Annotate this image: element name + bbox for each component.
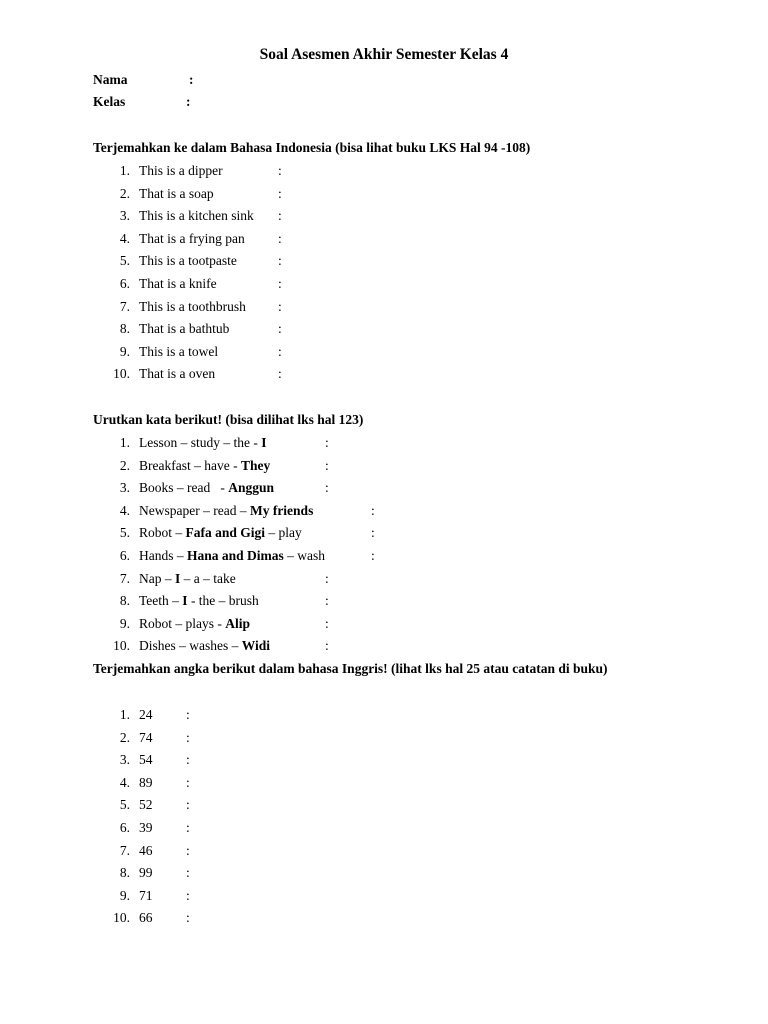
- answer-colon[interactable]: :: [278, 185, 282, 201]
- list-item: [0, 274, 768, 294]
- nama-field[interactable]: [93, 70, 194, 90]
- item-number: 2.: [119, 729, 130, 745]
- list-item: [0, 886, 768, 906]
- item-text: [139, 636, 270, 656]
- answer-colon[interactable]: :: [278, 208, 282, 224]
- list-item: [0, 773, 768, 793]
- item-text: 89: [139, 774, 153, 790]
- item-subject: Alip: [225, 615, 251, 631]
- item-text: [139, 569, 236, 589]
- item-text: [139, 501, 313, 521]
- item-number: 8.: [119, 593, 130, 609]
- item-text: [139, 523, 302, 543]
- item-subject: I: [261, 435, 267, 450]
- item-text: This is a towel: [139, 343, 219, 359]
- list-item: [0, 251, 768, 271]
- item-text: [139, 433, 267, 453]
- list-item: [0, 342, 768, 362]
- answer-colon[interactable]: :: [325, 480, 329, 496]
- list-item: [0, 591, 768, 611]
- list-item: [0, 614, 768, 634]
- item-text: [139, 456, 270, 476]
- list-item: [0, 818, 768, 838]
- item-number: 9.: [119, 343, 130, 359]
- item-subject: Widi: [241, 638, 271, 654]
- item-number: 9.: [119, 887, 130, 903]
- item-text: 39: [139, 820, 153, 835]
- list-item: [0, 478, 768, 498]
- item-words: Newspaper – read –: [139, 502, 250, 518]
- item-words: Lesson – study – the -: [139, 435, 262, 450]
- answer-colon[interactable]: :: [186, 752, 190, 768]
- item-number: 2.: [119, 185, 130, 201]
- item-text: That is a soap: [139, 185, 214, 201]
- item-text: That is a bathtub: [139, 321, 230, 337]
- item-number: 9.: [119, 615, 130, 631]
- list-item: [0, 319, 768, 339]
- item-text: [139, 591, 259, 611]
- answer-colon[interactable]: :: [371, 525, 375, 541]
- item-number: 1.: [119, 163, 130, 178]
- list-item: [0, 456, 768, 476]
- item-words: Robot – plays -: [139, 615, 226, 631]
- item-text: 46: [139, 842, 153, 858]
- item-number: 5.: [119, 797, 130, 813]
- list-item: [0, 863, 768, 883]
- list-item: [0, 569, 768, 589]
- item-text: 52: [139, 797, 153, 813]
- item-text: That is a knife: [139, 276, 217, 291]
- answer-colon[interactable]: :: [371, 548, 375, 563]
- item-words: Teeth –: [139, 593, 183, 609]
- kelas-label: Kelas: [93, 94, 126, 109]
- item-number: 2.: [119, 457, 130, 473]
- section3-heading: Terjemahkan angka berikut dalam bahasa Inggris! (lihat lks hal 25 atau catatan di buku): [93, 661, 608, 676]
- answer-colon[interactable]: :: [325, 615, 329, 631]
- list-item: [0, 795, 768, 815]
- kelas-colon: :: [186, 94, 191, 109]
- item-words: Robot –: [139, 525, 186, 541]
- list-item: [0, 501, 768, 521]
- item-text: That is a frying pan: [139, 230, 245, 246]
- page-title: Soal Asesmen Akhir Semester Kelas 4: [259, 46, 509, 63]
- item-words: Books – read -: [139, 480, 229, 496]
- item-text: That is a oven: [139, 366, 216, 382]
- list-item: [0, 728, 768, 748]
- list-item: [0, 636, 768, 656]
- list-item: [0, 841, 768, 861]
- answer-colon[interactable]: :: [325, 435, 329, 450]
- item-text: [139, 614, 250, 634]
- list-item: [0, 908, 768, 928]
- item-number: 10.: [113, 638, 130, 654]
- answer-colon[interactable]: :: [186, 707, 190, 722]
- item-subject: My friends: [249, 502, 314, 518]
- answer-colon[interactable]: :: [325, 457, 329, 473]
- list-item: [0, 523, 768, 543]
- answer-colon[interactable]: :: [325, 593, 329, 609]
- item-subject: Anggun: [228, 480, 275, 496]
- answer-colon[interactable]: :: [278, 366, 282, 382]
- list-item: [0, 546, 768, 566]
- answer-colon[interactable]: :: [278, 276, 282, 291]
- item-number: 3.: [119, 752, 130, 768]
- list-item: [0, 705, 768, 725]
- item-text: This is a kitchen sink: [139, 208, 254, 224]
- item-text: This is a toothbrush: [139, 298, 246, 314]
- list-item: [0, 297, 768, 317]
- item-number: 4.: [119, 774, 130, 790]
- list-item: [0, 364, 768, 384]
- list-item: [0, 750, 768, 770]
- nama-colon: :: [189, 72, 194, 87]
- answer-colon[interactable]: :: [186, 842, 190, 858]
- answer-colon[interactable]: :: [278, 230, 282, 246]
- kelas-field[interactable]: [93, 92, 191, 112]
- nama-label: Nama: [93, 72, 128, 87]
- answer-colon[interactable]: :: [325, 638, 329, 654]
- item-number: 7.: [119, 298, 130, 314]
- item-text: 74: [139, 729, 153, 745]
- item-text: 99: [139, 865, 153, 881]
- item-words: – a – take: [180, 570, 236, 586]
- item-number: 6.: [119, 276, 130, 291]
- item-text: 66: [139, 910, 153, 926]
- item-number: 10.: [113, 910, 130, 926]
- list-item: [0, 161, 768, 181]
- answer-colon[interactable]: :: [186, 910, 190, 926]
- item-words: Breakfast – have -: [139, 457, 241, 473]
- answer-colon[interactable]: :: [371, 502, 375, 518]
- item-text: This is a dipper: [139, 163, 223, 178]
- item-number: 7.: [119, 570, 130, 586]
- item-words: - the – brush: [187, 593, 259, 609]
- item-number: 5.: [119, 253, 130, 269]
- item-subject: They: [240, 457, 271, 473]
- item-number: 7.: [119, 842, 130, 858]
- answer-colon[interactable]: :: [186, 820, 190, 835]
- list-item: [0, 206, 768, 226]
- section2-heading: Urutkan kata berikut! (bisa dilihat lks hal 123): [93, 412, 364, 427]
- answer-colon[interactable]: :: [186, 797, 190, 813]
- item-number: 1.: [119, 707, 130, 722]
- item-number: 8.: [119, 865, 130, 881]
- answer-colon[interactable]: :: [186, 774, 190, 790]
- item-number: 6.: [119, 548, 130, 563]
- section1-heading: Terjemahkan ke dalam Bahasa Indonesia (bisa lihat buku LKS Hal 94 -108): [93, 140, 531, 155]
- answer-colon[interactable]: :: [186, 887, 190, 903]
- item-number: 8.: [119, 321, 130, 337]
- item-number: 1.: [119, 435, 130, 450]
- item-text: 24: [139, 707, 153, 722]
- item-words: Dishes – washes –: [139, 638, 242, 654]
- answer-colon[interactable]: :: [186, 729, 190, 745]
- item-words: Hands –: [139, 548, 187, 563]
- item-subject: I: [182, 593, 188, 609]
- answer-colon[interactable]: :: [278, 343, 282, 359]
- item-number: 6.: [119, 820, 130, 835]
- item-subject: Fafa and Gigi: [185, 525, 266, 541]
- list-item: [0, 184, 768, 204]
- list-item: [0, 433, 768, 453]
- item-words: Nap –: [139, 570, 175, 586]
- item-text: [139, 478, 274, 498]
- item-number: 10.: [113, 366, 130, 382]
- item-text: [139, 546, 325, 566]
- answer-colon[interactable]: :: [278, 298, 282, 314]
- item-subject: Hana and Dimas: [187, 548, 284, 563]
- item-words: – wash: [283, 548, 326, 563]
- item-number: 3.: [119, 208, 130, 224]
- answer-colon[interactable]: :: [278, 253, 282, 269]
- answer-colon[interactable]: :: [325, 570, 329, 586]
- item-number: 3.: [119, 480, 130, 496]
- item-text: This is a tootpaste: [139, 253, 237, 269]
- item-subject: I: [175, 570, 181, 586]
- item-number: 4.: [119, 230, 130, 246]
- answer-colon[interactable]: :: [278, 163, 282, 178]
- list-item: [0, 229, 768, 249]
- item-number: 4.: [119, 502, 130, 518]
- item-text: 54: [139, 752, 153, 768]
- item-number: 5.: [119, 525, 130, 541]
- item-words: – play: [265, 525, 302, 541]
- answer-colon[interactable]: :: [186, 865, 190, 881]
- answer-colon[interactable]: :: [278, 321, 282, 337]
- item-text: 71: [139, 887, 153, 903]
